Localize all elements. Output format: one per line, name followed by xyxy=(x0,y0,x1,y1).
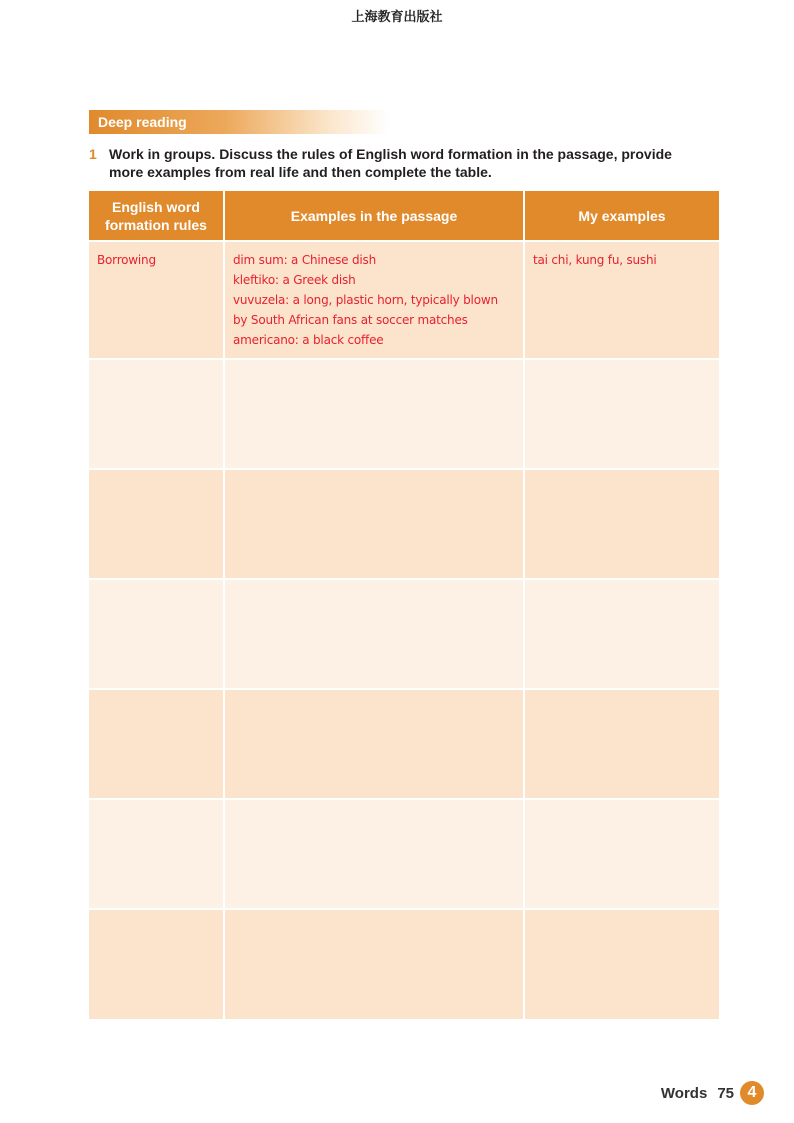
my-examples-cell[interactable] xyxy=(524,799,719,909)
table-row xyxy=(89,359,719,469)
passage-examples-cell[interactable] xyxy=(224,579,524,689)
passage-examples-cell[interactable] xyxy=(224,359,524,469)
chapter-label: Words xyxy=(660,1084,708,1102)
passage-examples-cell[interactable] xyxy=(224,469,524,579)
rule-cell[interactable] xyxy=(89,359,224,469)
task-text: Work in groups. Discuss the rules of English word formation in the passage, provide more examples from real life and then complete the table. xyxy=(109,146,672,180)
my-examples-cell[interactable] xyxy=(524,469,719,579)
passage-examples-cell[interactable] xyxy=(224,799,524,909)
passage-examples-cell[interactable] xyxy=(224,689,524,799)
rule-cell[interactable] xyxy=(89,689,224,799)
publisher-name: 上海教育出版社 xyxy=(351,10,443,25)
word-formation-table xyxy=(89,191,719,1019)
task-number: 1 xyxy=(89,146,97,162)
header-rules: English word formation rules xyxy=(89,191,224,241)
header-my-examples: My examples xyxy=(524,191,719,241)
section-title: Deep reading xyxy=(89,110,389,134)
passage-examples-cell[interactable] xyxy=(224,241,524,359)
table-row xyxy=(89,909,719,1019)
table-header-row xyxy=(89,191,719,241)
page-footer xyxy=(661,1078,764,1108)
example-line: dim sum: a Chinese dish xyxy=(233,253,376,267)
page-number: 75 xyxy=(717,1084,734,1102)
rule-cell[interactable] xyxy=(89,579,224,689)
example-line: americano: a black coffee xyxy=(233,333,384,347)
table-row xyxy=(89,689,719,799)
header-passage-examples: Examples in the passage xyxy=(224,191,524,241)
example-line: kleftiko: a Greek dish xyxy=(233,273,356,287)
table-row xyxy=(89,799,719,909)
my-examples-cell[interactable] xyxy=(524,689,719,799)
rule-cell[interactable] xyxy=(89,909,224,1019)
rule-cell[interactable]: Borrowing xyxy=(89,241,224,359)
my-examples-cell[interactable] xyxy=(524,359,719,469)
my-examples-cell[interactable] xyxy=(524,579,719,689)
passage-examples-cell[interactable] xyxy=(224,909,524,1019)
table-row xyxy=(89,579,719,689)
rule-cell[interactable] xyxy=(89,469,224,579)
table-row xyxy=(89,241,719,359)
table-row xyxy=(89,469,719,579)
task-instruction xyxy=(89,145,709,181)
rule-cell[interactable] xyxy=(89,799,224,909)
unit-number-badge: 4 xyxy=(740,1081,764,1105)
example-line: vuvuzela: a long, plastic horn, typically blown by South African fans at soccer matches xyxy=(233,293,498,327)
my-examples-cell[interactable] xyxy=(524,909,719,1019)
my-examples-cell[interactable]: tai chi, kung fu, sushi xyxy=(524,241,719,359)
